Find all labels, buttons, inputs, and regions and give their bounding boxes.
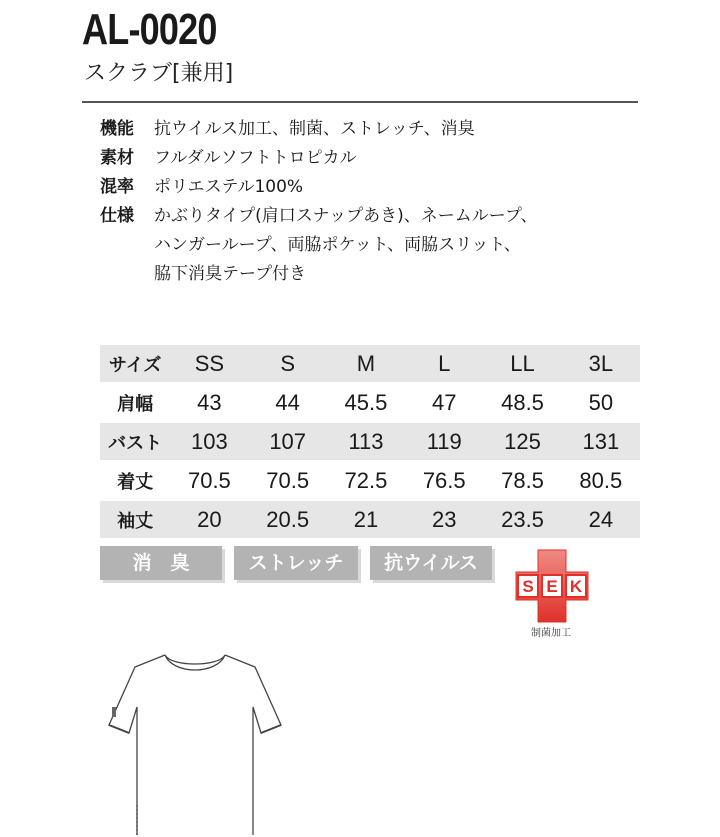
table-cell: 50	[562, 384, 640, 423]
table-row	[100, 501, 640, 540]
spec-row-details	[100, 202, 660, 289]
table-cell: 107	[249, 423, 327, 462]
table-cell: 78.5	[483, 462, 561, 501]
name-loop-icon	[112, 707, 116, 717]
table-cell: 125	[483, 423, 561, 462]
table-cell: 72.5	[327, 462, 405, 501]
size-cell: M	[327, 345, 405, 384]
spec-value: 抗ウイルス加工、制菌、ストレッチ、消臭	[154, 119, 475, 139]
spec-label: 混率	[100, 177, 134, 197]
table-cell: 20.5	[249, 501, 327, 540]
feature-badges	[100, 546, 504, 580]
table-cell: 47	[405, 384, 483, 423]
table-cell: 113	[327, 423, 405, 462]
size-cell: LL	[483, 345, 561, 384]
spec-value: フルダルソフトトロピカル	[154, 148, 357, 168]
size-cell: S	[249, 345, 327, 384]
sek-caption: 制菌加工	[531, 628, 571, 639]
spec-row-function	[100, 115, 660, 144]
sek-letter: E	[546, 577, 558, 596]
badge-stretch: ストレッチ	[234, 546, 358, 580]
row-label: 袖丈	[100, 501, 170, 540]
spec-label: 機能	[100, 119, 134, 139]
table-cell: 70.5	[249, 462, 327, 501]
table-cell: 24	[562, 501, 640, 540]
table-row	[100, 462, 640, 501]
spec-label: 仕様	[100, 206, 134, 226]
size-header-row	[100, 345, 640, 384]
table-cell: 21	[327, 501, 405, 540]
table-cell: 70.5	[170, 462, 248, 501]
table-cell: 23	[405, 501, 483, 540]
row-label: バスト	[100, 423, 170, 462]
sek-letter: K	[569, 577, 583, 596]
size-header-label: サイズ	[100, 345, 170, 384]
title-divider	[82, 101, 638, 103]
table-cell: 48.5	[483, 384, 561, 423]
table-cell: 76.5	[405, 462, 483, 501]
table-cell: 131	[562, 423, 640, 462]
table-cell: 45.5	[327, 384, 405, 423]
table-cell: 80.5	[562, 462, 640, 501]
product-subtitle: スクラブ[兼用]	[84, 61, 234, 86]
spec-row-material	[100, 144, 660, 173]
row-label: 肩幅	[100, 384, 170, 423]
product-code: AL-0020	[82, 5, 217, 54]
size-cell: 3L	[562, 345, 640, 384]
spec-row-composition	[100, 173, 660, 202]
badge-antiviral: 抗ウイルス	[370, 546, 492, 580]
table-cell: 23.5	[483, 501, 561, 540]
table-cell: 103	[170, 423, 248, 462]
scrub-garment-icon	[105, 645, 285, 835]
sek-letter: S	[522, 577, 534, 596]
spec-value: かぶりタイプ(肩口スナップあき)、ネームループ、 ハンガーループ、両脇ポケット、両脇スリット、 脇下消臭テープ付き	[154, 206, 538, 284]
spec-value: ポリエステル100%	[154, 177, 304, 197]
table-row	[100, 384, 640, 423]
table-row	[100, 423, 640, 462]
badge-deodorant: 消 臭	[100, 546, 222, 580]
spec-list	[100, 115, 660, 289]
table-cell: 20	[170, 501, 248, 540]
table-cell: 44	[249, 384, 327, 423]
spec-label: 素材	[100, 148, 134, 168]
table-cell: 43	[170, 384, 248, 423]
row-label: 着丈	[100, 462, 170, 501]
size-table	[100, 345, 640, 540]
table-cell: 119	[405, 423, 483, 462]
size-cell: SS	[170, 345, 248, 384]
size-cell: L	[405, 345, 483, 384]
